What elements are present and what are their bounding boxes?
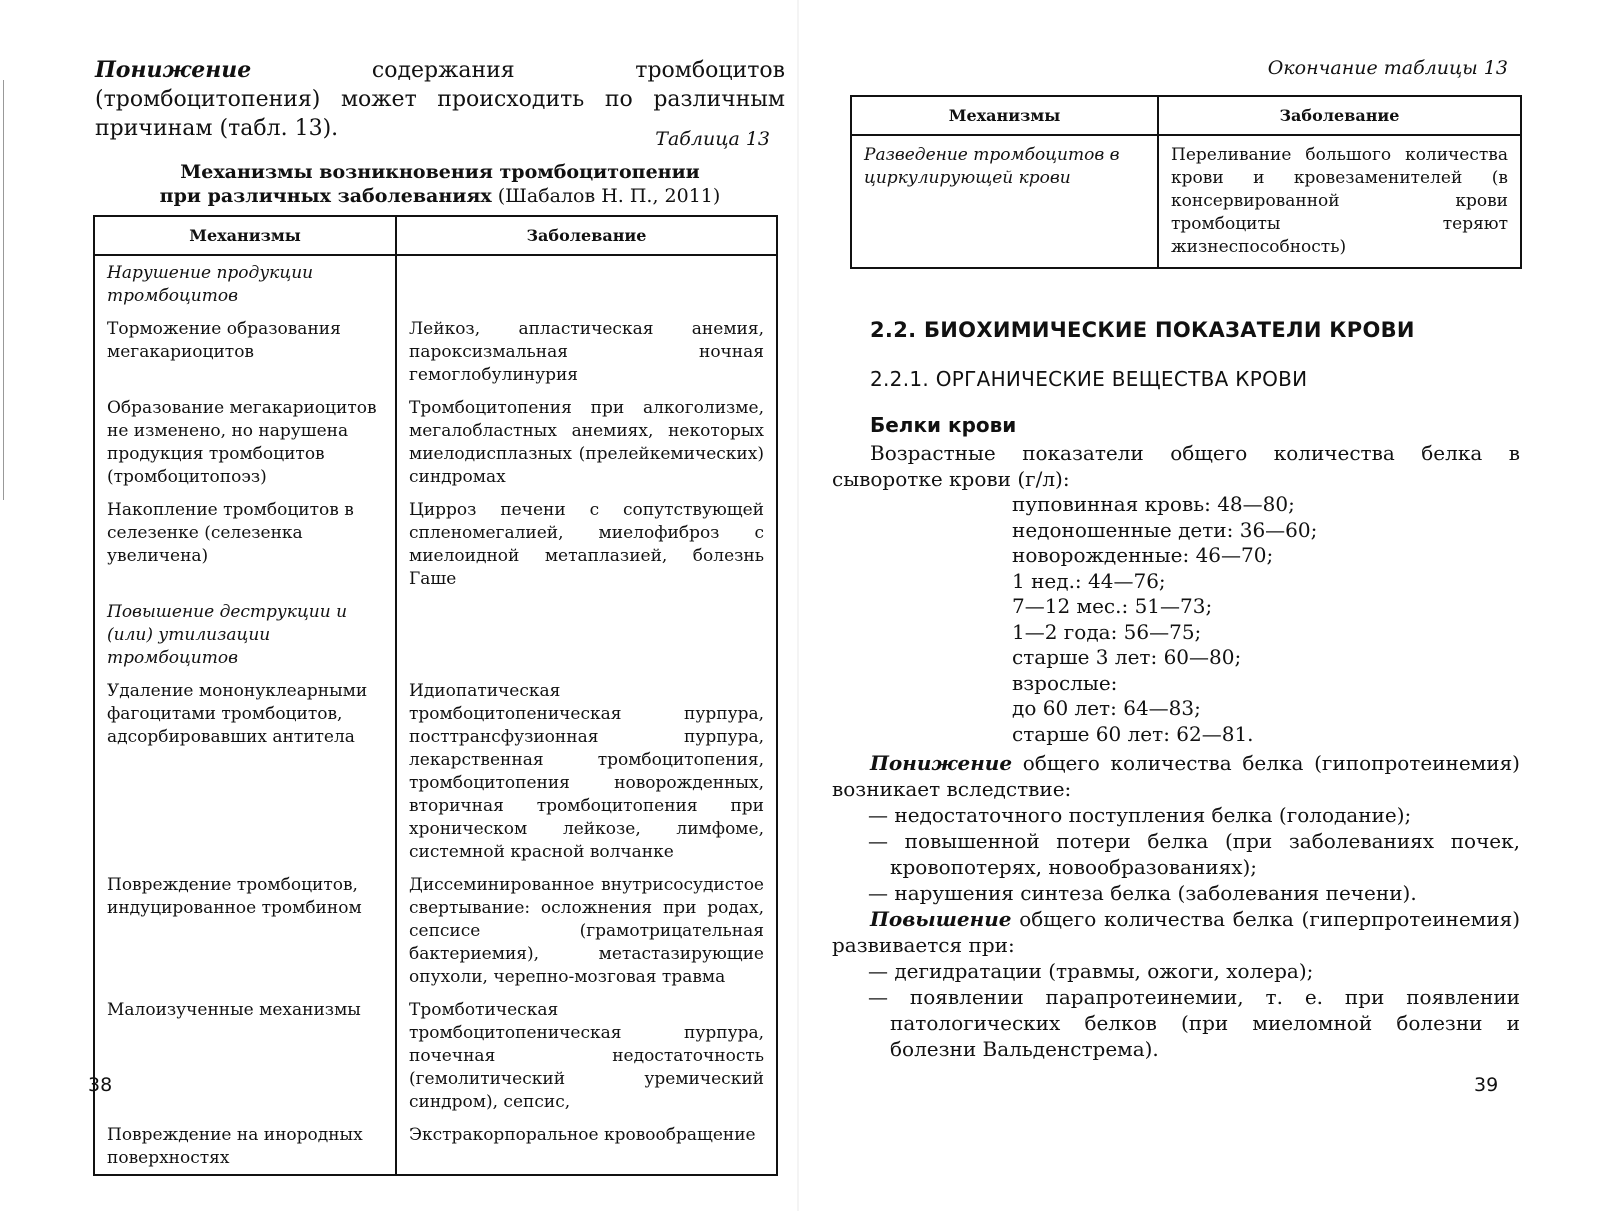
table-title [95,160,785,208]
age-value-item: новорожденные: 46—70; [1012,543,1274,567]
bullet-item: — нарушения синтеза белка (заболевания печени). [868,881,1417,905]
table-row [94,868,777,993]
intro-text: содержания тромбоцитов (тромбоцитопения) может происходить по различным причинам (табл. 13). [95,58,785,141]
table-row [94,674,777,868]
protein-changes-text [832,750,1520,1062]
section-heading: 2.2. БИОХИМИЧЕСКИЕ ПОКАЗАТЕЛИ КРОВИ [870,318,1415,342]
table-row [94,391,777,493]
table-title-line1: Механизмы возникновения тромбоцитопении [180,161,700,183]
table-number: Таблица 13 [655,128,770,150]
mechanism-cell: Разведение тромбоцитов в циркулирующей крови [851,135,1158,268]
age-value-item: 1—2 года: 56—75; [1012,619,1202,644]
age-value-item: старше 60 лет: 62—81. [1012,721,1254,746]
table-13-continuation [850,95,1522,269]
right-page [800,0,1600,1211]
table-continuation-caption: Окончание таблицы 13 [1267,57,1508,79]
mechanism-cell: Образование мегакариоцитов не изменено, но нарушена продукция тромбоцитов (тромбоцитопоэз) [94,391,396,493]
table-title-line2: при различных заболеваниях [159,185,492,207]
bullet-item: — повышенной потери белка (при заболеваниях почек, кровопотерях, новообразованиях); [868,829,1520,879]
age-values-list [1012,492,1317,747]
decrease-list [832,802,1520,906]
disease-cell: Экстракорпоральное кровообращение [396,1118,777,1175]
mechanism-cell: Удаление мононуклеарными фагоцитами тромбоцитов, адсорбировавших антитела [94,674,396,868]
table-row [94,493,777,595]
age-value-item: старше 3 лет: 60—80; [1012,645,1242,669]
age-value-item: 7—12 мес.: 51—73; [1012,594,1213,618]
increase-bold: Повышение [870,907,1012,931]
mechanism-cell: Повреждение на инородных поверхностях [94,1118,396,1175]
table-section-row [94,595,777,674]
table-source: (Шабалов Н. П., 2011) [491,185,721,207]
increase-text: общего количества белка (гиперпротеинемия) развивается при: [832,907,1520,957]
topic-heading: Белки крови [870,413,1017,437]
decrease-bold: Понижение [870,751,1013,775]
table-row [94,993,777,1118]
section-label-cell: Нарушение продукции тромбоцитов [94,255,396,312]
subsection-heading: 2.2.1. ОРГАНИЧЕСКИЕ ВЕЩЕСТВА КРОВИ [870,367,1308,391]
decrease-text: общего количества белка (гипопротеинемия) возникает вследствие: [832,751,1520,801]
disease-cell [396,255,777,312]
disease-cell: Тромбоцитопения при алкоголизме, мегалобластных анемиях, некоторых миелодисплазных (прелейкемических) синдромах [396,391,777,493]
section-label-cell: Повышение деструкции и (или) утилизации тромбоцитов [94,595,396,674]
bullet-item: — недостаточного поступления белка (голодание); [868,803,1412,827]
disease-cell: Переливание большого количества крови и кровезаменителей (в консервированной крови тромбоциты теряют жизнеспособность) [1158,135,1521,268]
age-intro-paragraph [832,440,1520,492]
age-value-item: 1 нед.: 44—76; [1012,568,1166,593]
intro-bold: Понижение [95,57,252,83]
page-number: 38 [88,1074,113,1096]
table-row [851,135,1521,268]
column-header-mechanisms: Механизмы [851,96,1158,135]
age-value-item: до 60 лет: 64—83; [1012,696,1201,720]
table-13-body [94,255,777,1175]
column-header-disease: Заболевание [1158,96,1521,135]
increase-paragraph [832,906,1520,958]
disease-cell: Диссеминированное внутрисосудистое свертывание: осложнения при родах, сепсисе (грамотрицательная бактериемия), метастазирующие опухоли, черепно-мозговая травма [396,868,777,993]
bullet-item: — дегидратации (травмы, ожоги, холера); [868,959,1314,983]
increase-list [832,958,1520,1062]
disease-cell: Цирроз печени с сопутствующей спленомегалией, миелофиброз с миелоидной метаплазией, болезнь Гаше [396,493,777,595]
disease-cell: Тромботическая тромбоцитопеническая пурпура, почечная недостаточность (гемолитический уремический синдром), сепсис, [396,993,777,1118]
age-value-item: взрослые: [1012,670,1118,695]
bullet-item: — появлении парапротеинемии, т. е. при появлении патологических белков (при миеломной болезни и болезни Вальденстрема). [868,985,1520,1061]
age-value-item: недоношенные дети: 36—60; [1012,517,1318,542]
mechanism-cell: Накопление тромбоцитов в селезенке (селезенка увеличена) [94,493,396,595]
table-13 [93,215,778,1176]
column-header-disease: Заболевание [396,216,777,255]
age-value-item: пуповинная кровь: 48—80; [1012,492,1295,516]
page-number: 39 [1474,1074,1499,1096]
disease-cell [396,595,777,674]
table-row [94,312,777,391]
disease-cell: Идиопатическая тромбоцитопеническая пурпура, посттрансфузионная пурпура, лекарственная тромбоцитопения, тромбоцитопения новорожденных, вторичная тромбоцитопения при хроническом лейкозе, лимфоме, системной красной волчанке [396,674,777,868]
mechanism-cell: Торможение образования мегакариоцитов [94,312,396,391]
column-header-mechanisms: Механизмы [94,216,396,255]
decrease-paragraph [832,750,1520,802]
age-intro: Возрастные показатели общего количества белка в сыворотке крови (г/л): [832,441,1520,491]
mechanism-cell: Малоизученные механизмы [94,993,396,1118]
mechanism-cell: Повреждение тромбоцитов, индуцированное тромбином [94,868,396,993]
table-row [94,1118,777,1175]
disease-cell: Лейкоз, апластическая анемия, пароксизмальная ночная гемоглобулинурия [396,312,777,391]
table-section-row [94,255,777,312]
